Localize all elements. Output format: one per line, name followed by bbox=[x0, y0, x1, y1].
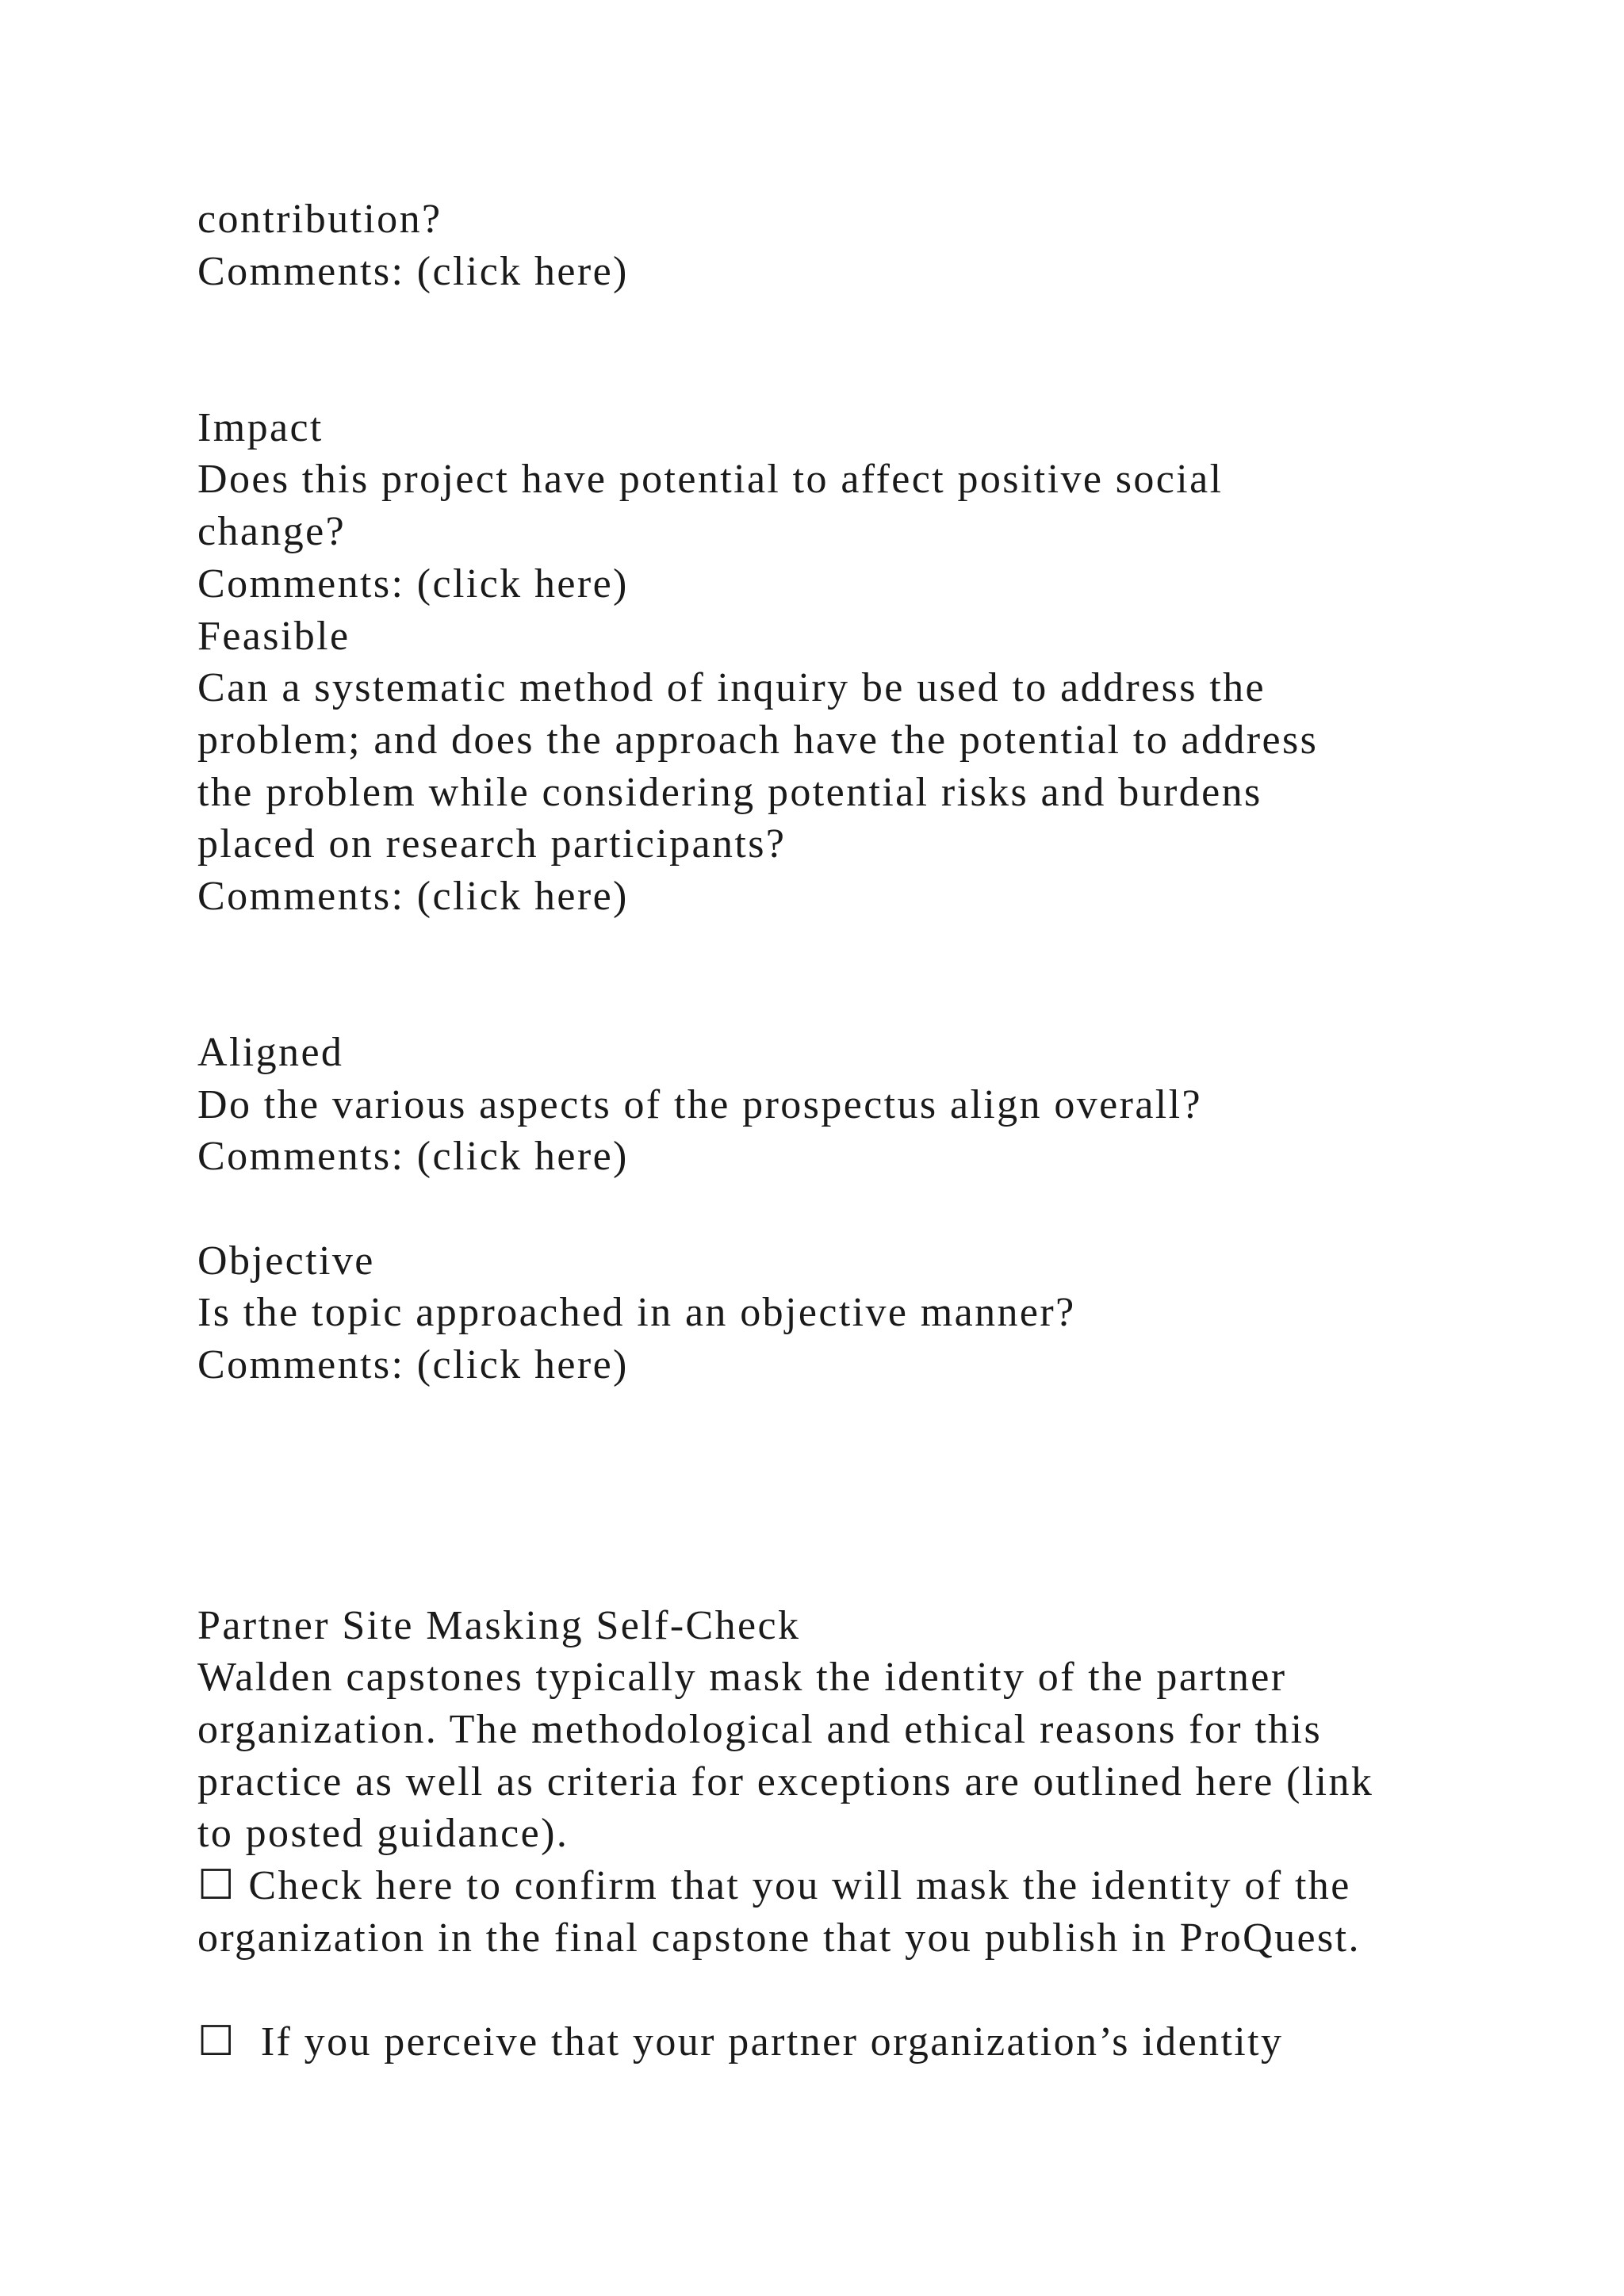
identity-exception-checkbox-line bbox=[197, 2016, 1561, 2068]
question-text-line: placed on research participants? bbox=[197, 821, 787, 867]
body-text-line: practice as well as criteria for exceptions are outlined here (link bbox=[197, 1758, 1374, 1804]
comments-line bbox=[197, 871, 1561, 923]
blank-line bbox=[197, 1495, 1561, 1548]
question-text-line: change? bbox=[197, 509, 347, 555]
question-text-line: Does this project have potential to affect positive social bbox=[197, 457, 1224, 503]
mask-identity-checkbox-line bbox=[197, 1860, 1561, 1912]
question-text-line: problem; and does the approach have the potential to address bbox=[197, 717, 1319, 763]
blank-line bbox=[197, 974, 1561, 1027]
body-text-line: contribution? bbox=[197, 197, 442, 242]
comments-click-here-link[interactable]: (click here) bbox=[416, 248, 629, 294]
section-heading-masking-self-check: Partner Site Masking Self-Check bbox=[197, 1602, 801, 1648]
section-heading-objective: Objective bbox=[197, 1238, 375, 1284]
comments-line bbox=[197, 1339, 1561, 1391]
comments-line bbox=[197, 1131, 1561, 1183]
comments-label: Comments: bbox=[197, 248, 417, 294]
comments-line bbox=[197, 558, 1561, 610]
comments-label: Comments: bbox=[197, 1342, 417, 1388]
blank-line bbox=[197, 297, 1561, 350]
blank-line bbox=[197, 1964, 1561, 2016]
body-text-line: to posted guidance). bbox=[197, 1811, 569, 1857]
blank-line bbox=[197, 1548, 1561, 1600]
mask-identity-checkbox[interactable]: ☐ bbox=[197, 1863, 237, 1908]
identity-exception-checkbox-label: If you perceive that your partner organization’s identity bbox=[236, 2019, 1284, 2065]
question-text-line: Is the topic approached in an objective manner? bbox=[197, 1290, 1076, 1336]
body-text-line: Walden capstones typically mask the identity of the partner bbox=[197, 1655, 1287, 1701]
blank-line bbox=[197, 1391, 1561, 1444]
comments-label: Comments: bbox=[197, 873, 417, 919]
comments-label: Comments: bbox=[197, 1134, 417, 1180]
identity-exception-checkbox[interactable]: ☐ bbox=[197, 2019, 237, 2065]
comments-click-here-link[interactable]: (click here) bbox=[416, 1134, 629, 1180]
blank-line bbox=[197, 1444, 1561, 1496]
section-heading-aligned: Aligned bbox=[197, 1030, 344, 1075]
document-content bbox=[197, 193, 1561, 2068]
comments-line bbox=[197, 246, 1561, 298]
question-text-line: Do the various aspects of the prospectus align overall? bbox=[197, 1081, 1202, 1127]
blank-line bbox=[197, 1183, 1561, 1235]
blank-line bbox=[197, 350, 1561, 402]
mask-identity-checkbox-label-cont: organization in the final capstone that you publish in ProQuest. bbox=[197, 1915, 1361, 1961]
comments-label: Comments: bbox=[197, 561, 417, 607]
comments-click-here-link[interactable]: (click here) bbox=[416, 561, 629, 607]
blank-line bbox=[197, 923, 1561, 975]
mask-identity-checkbox-label: Check here to confirm that you will mask the identity of the bbox=[236, 1863, 1351, 1908]
comments-click-here-link[interactable]: (click here) bbox=[416, 873, 629, 919]
comments-click-here-link[interactable]: (click here) bbox=[416, 1342, 629, 1388]
section-heading-impact: Impact bbox=[197, 404, 324, 450]
question-text-line: Can a systematic method of inquiry be used to address the bbox=[197, 665, 1266, 711]
question-text-line: the problem while considering potential risks and burdens bbox=[197, 769, 1262, 815]
body-text-line: organization. The methodological and ethical reasons for this bbox=[197, 1706, 1323, 1752]
section-heading-feasible: Feasible bbox=[197, 613, 350, 659]
